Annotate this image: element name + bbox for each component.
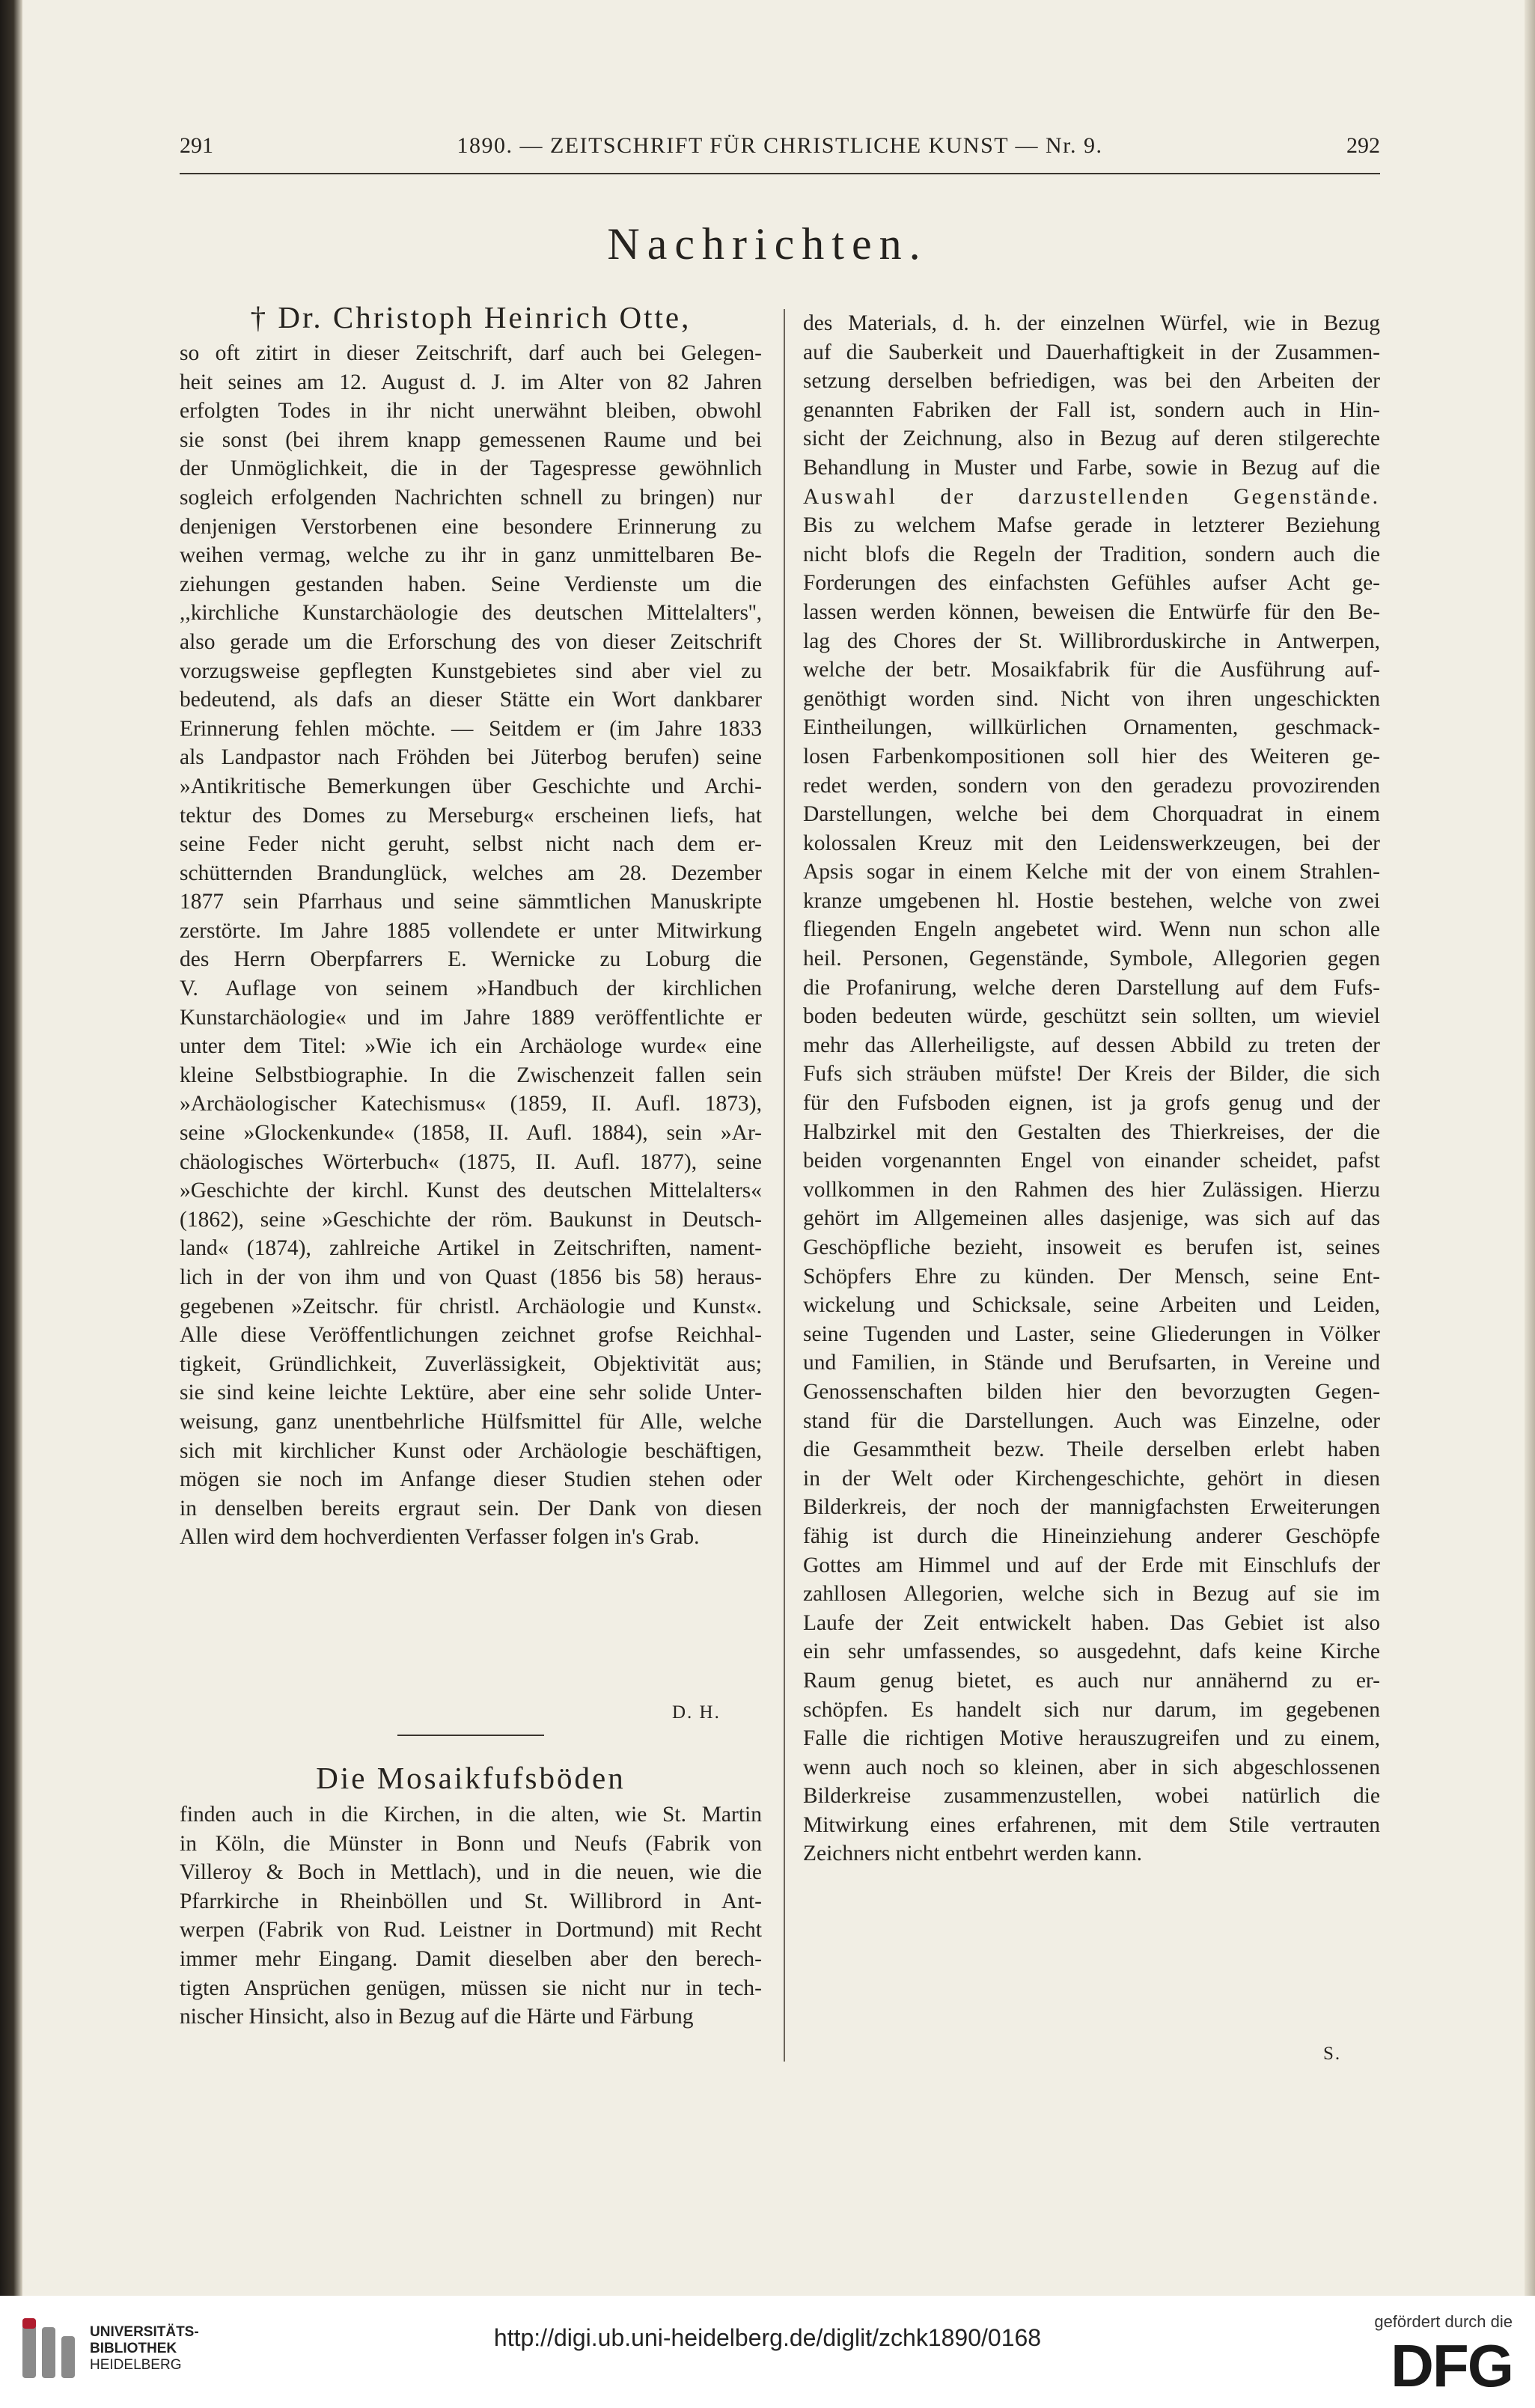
- mosaic-right-line: Geschöpfliche bezieht, insoweit es berufen ist, seines: [803, 1235, 1380, 1259]
- mosaic-right-line: Bilderkreise zusammenzustellen, wobei natürlich die: [803, 1784, 1380, 1809]
- mosaic-right-line: Mitwirkung eines erfahrenen, mit dem Stile vertrauten: [803, 1812, 1380, 1837]
- right-column: [803, 309, 1380, 1868]
- mosaic-right-line: und Familien, in Stände und Berufsarten, in Vereine und: [803, 1351, 1380, 1375]
- obituary-line: als Landpastor nach Fröhden bei Jüterbog berufen) seine: [180, 745, 762, 770]
- obituary-line: »Archäologischer Katechismus« (1859, II. Aufl. 1873),: [180, 1092, 762, 1116]
- mosaic-right-line: losen Farbenkompositionen soll hier des Weiteren ge-: [803, 744, 1380, 768]
- mosaic-right-line: Darstellungen, welche bei dem Chorquadrat in einem: [803, 802, 1380, 827]
- mosaic-left-line: Pfarrkirche in Rheinböllen und St. Willibrord in Ant-: [180, 1889, 762, 1913]
- obituary-line: tektur des Domes zu Merseburg« erscheinen liefs, hat: [180, 803, 762, 828]
- mosaic-right-line: Bis zu welchem Mafse gerade in letzterer Beziehung: [803, 513, 1380, 538]
- obituary-line: mögen sie noch im Anfange dieser Studien stehen oder: [180, 1467, 762, 1492]
- mosaic-right-line: in der Welt oder Kirchengeschichte, gehört in diesen: [803, 1466, 1380, 1491]
- section-divider-rule: [397, 1735, 544, 1736]
- page-title: Nachrichten.: [607, 219, 928, 269]
- obituary-line: 1877 sein Pfarrhaus und seine sämmtlichen Manuskripte: [180, 890, 762, 914]
- obituary-line: zerstörte. Im Jahre 1885 vollendete er unter Mitwirkung: [180, 918, 762, 943]
- obituary-line: sich mit kirchlicher Kunst oder Archäologie beschäftigen,: [180, 1438, 762, 1463]
- footer-bar: [0, 2296, 1535, 2408]
- obituary-line: des Herrn Oberpfarrers E. Wernicke zu Loburg die: [180, 947, 762, 972]
- mosaic-right-line: des Materials, d. h. der einzelnen Würfel, wie in Bezug: [803, 311, 1380, 335]
- running-header-title: 1890. — ZEITSCHRIFT FÜR CHRISTLICHE KUNST — Nr. 9.: [457, 133, 1103, 158]
- mosaic-right-line: Fufs sich sträuben müfste! Der Kreis der Bilder, die sich: [803, 1062, 1380, 1087]
- mosaic-right-line: Falle die richtigen Motive herauszugreifen und zu einem,: [803, 1726, 1380, 1751]
- library-name-line2: BIBLIOTHEK: [90, 2341, 177, 2356]
- page-binding-edge: [0, 0, 22, 2296]
- obituary-line: Alle diese Veröffentlichungen zeichnet grofse Reichhal-: [180, 1323, 762, 1348]
- mosaic-left-line: tigten Ansprüchen genügen, müssen sie nicht nur in tech-: [180, 1975, 762, 2000]
- mosaic-right-line: Laufe der Zeit entwickelt haben. Das Gebiet ist also: [803, 1610, 1380, 1635]
- obituary-line: heit seines am 12. August d. J. im Alter von 82 Jahren: [180, 370, 762, 394]
- mosaic-left-line: finden auch in die Kirchen, in die alten, wie St. Martin: [180, 1803, 762, 1827]
- mosaic-right-line: nicht blofs die Regeln der Tradition, sondern auch die: [803, 542, 1380, 566]
- obituary-line: Kunstarchäologie« und im Jahre 1889 veröffentlichte er: [180, 1005, 762, 1030]
- mosaic-right-line: seine Tugenden und Laster, seine Gliederungen in Völker: [803, 1321, 1380, 1346]
- dfg-logo: DFG: [1391, 2332, 1513, 2399]
- funding-label: gefördert durch die: [1374, 2312, 1513, 2331]
- mosaic-right-line: Auswahl der darzustellenden Gegenstände.: [803, 484, 1380, 509]
- obituary-line: vorzugsweise gepflegten Kunstgebietes sind aber viel zu: [180, 658, 762, 683]
- obituary-line: weihen vermag, welche zu ihr in ganz unmittelbaren Be-: [180, 543, 762, 568]
- mosaic-right-line: Eintheilungen, willkürlichen Ornamenten, geschmack-: [803, 715, 1380, 740]
- mosaic-right-line: setzung derselben befriedigen, was bei den Arbeiten der: [803, 369, 1380, 394]
- obituary-line: unter dem Titel: »Wie ich ein Archäologe wurde« eine: [180, 1034, 762, 1059]
- mosaic-right-line: gehört im Allgemeinen alles dasjenige, was sich auf das: [803, 1206, 1380, 1231]
- mosaic-right-line: mehr das Allerheiligste, auf dessen Abbild zu treten der: [803, 1033, 1380, 1057]
- mosaic-left-line: werpen (Fabrik von Rud. Leistner in Dortmund) mit Recht: [180, 1918, 762, 1943]
- mosaic-right-line: Behandlung in Muster und Farbe, sowie in Bezug auf die: [803, 455, 1380, 480]
- page-number-right: 292: [1346, 133, 1380, 158]
- mosaic-right-line: stand für die Darstellungen. Auch was Einzelne, oder: [803, 1408, 1380, 1433]
- mosaic-right-line: lassen werden können, beweisen die Entwürfe für den Be-: [803, 599, 1380, 624]
- mosaic-left-line: in Köln, die Münster in Bonn und Neufs (Fabrik von: [180, 1831, 762, 1856]
- column-divider: [784, 309, 785, 2062]
- mosaic-right-line: Genossenschaften bilden hier den bevorzugten Gegen-: [803, 1379, 1380, 1404]
- mosaic-floors-heading: Die Mosaikfufsböden: [316, 1761, 626, 1795]
- mosaic-right-line: heil. Personen, Gegenstände, Symbole, Allegorien gegen: [803, 947, 1380, 971]
- obituary-line: lich in der von ihm und von Quast (1856 bis 58) heraus-: [180, 1265, 762, 1289]
- mosaic-right-line: die Gesammtheit bezw. Theile derselben erlebt haben: [803, 1437, 1380, 1462]
- obituary-line: schütternden Brandunglück, welches am 28. Dezember: [180, 861, 762, 885]
- obituary-line: Allen wird dem hochverdienten Verfasser folgen in's Grab.: [180, 1525, 700, 1550]
- left-column: [180, 339, 762, 1552]
- obituary-line: denjenigen Verstorbenen eine besondere Erinnerung zu: [180, 514, 762, 539]
- mosaic-right-line: boden bedeuten würde, geschützt sein sollten, um wieviel: [803, 1004, 1380, 1029]
- obituary-line: seine Feder nicht geruht, selbst nicht nach dem er-: [180, 832, 762, 857]
- permalink-url[interactable]: http://digi.ub.uni-heidelberg.de/diglit/zchk1890/0168: [493, 2324, 1042, 2351]
- obituary-line: V. Auflage von seinem »Handbuch der kirchlichen: [180, 977, 762, 1001]
- mosaic-right-line: Zeichners nicht entbehrt werden kann.: [803, 1842, 1142, 1866]
- mosaic-right-line: schöpfen. Es handelt sich nur darum, im gegebenen: [803, 1697, 1380, 1722]
- obituary-signature: D. H.: [672, 1702, 721, 1723]
- mosaic-right-line: welche der betr. Mosaikfabrik für die Ausführung auf-: [803, 658, 1380, 682]
- obituary-line: tigkeit, Gründlichkeit, Zuverlässigkeit, Objektivität aus;: [180, 1351, 762, 1376]
- obituary-line: ziehungen gestanden haben. Seine Verdienste um die: [180, 572, 762, 596]
- running-header: [180, 133, 1380, 169]
- mosaic-right-line: fähig ist durch die Hineinziehung anderer Geschöpfe: [803, 1524, 1380, 1548]
- mosaic-right-line: vollkommen in den Rahmen des hier Zulässigen. Hierzu: [803, 1177, 1380, 1202]
- mosaic-right-line: für den Fufsboden eignen, ist ja grofs genug und der: [803, 1091, 1380, 1116]
- obituary-line: erfolgten Todes in ihr nicht unerwähnt bleiben, obwohl: [180, 399, 762, 424]
- obituary-line: der Unmöglichkeit, die in der Tagespresse gewöhnlich: [180, 456, 762, 481]
- obituary-line: bedeutend, als dafs an dieser Stätte ein Wort dankbarer: [180, 688, 762, 712]
- mosaic-right-line: fliegenden Engeln angebetet wird. Wenn nun schon alle: [803, 917, 1380, 942]
- obituary-text: [180, 339, 762, 1552]
- page-right-edge: [1525, 0, 1535, 2296]
- obituary-line: so oft zitirt in dieser Zeitschrift, darf auch bei Gelegen-: [180, 341, 762, 365]
- mosaic-left-line: Villeroy & Boch in Mettlach), und in die neuen, wie die: [180, 1860, 762, 1885]
- library-name-line3: HEIDELBERG: [90, 2357, 182, 2373]
- obituary-heading: † Dr. Christoph Heinrich Otte,: [250, 300, 692, 334]
- library-name-line1: UNIVERSITÄTS-: [90, 2324, 199, 2340]
- header-rule: [180, 173, 1380, 174]
- mosaic-right-line: Halbzirkel mit den Gestalten des Thierkreises, der die: [803, 1119, 1380, 1144]
- mosaic-right-line: beiden vorgenannten Engel von einander scheidet, pafst: [803, 1149, 1380, 1173]
- obituary-line: sogleich erfolgenden Nachrichten schnell zu bringen) nur: [180, 485, 762, 510]
- mosaic-right-line: Schöpfers Ehre zu künden. Der Mensch, seine Ent-: [803, 1264, 1380, 1289]
- obituary-line: in denselben bereits ergraut sein. Der Dank von diesen: [180, 1496, 762, 1521]
- mosaic-right-line: lag des Chores der St. Willibrorduskirche in Antwerpen,: [803, 629, 1380, 653]
- mosaic-article-left-text: [180, 1800, 762, 2032]
- mosaic-right-line: die Profanirung, welche deren Darstellung auf dem Fufs-: [803, 975, 1380, 1000]
- obituary-line: chäologisches Wörterbuch« (1875, II. Aufl. 1877), seine: [180, 1149, 762, 1174]
- obituary-line: seine »Glockenkunde« (1858, II. Aufl. 1884), sein »Ar-: [180, 1121, 762, 1146]
- mosaic-right-line: Gottes am Himmel und auf der Erde mit Einschlufs der: [803, 1553, 1380, 1577]
- mosaic-right-line: redet werden, sondern von den geradezu provozirenden: [803, 773, 1380, 798]
- mosaic-left-line: nischer Hinsicht, also in Bezug auf die Härte und Färbung: [180, 2005, 694, 2029]
- mosaic-right-line: genannten Fabriken der Fall ist, sondern auch in Hin-: [803, 397, 1380, 422]
- obituary-line: (1862), seine »Geschichte der röm. Baukunst in Deutsch-: [180, 1207, 762, 1232]
- obituary-line: Erinnerung fehlen möchte. — Seitdem er (im Jahre 1833: [180, 716, 762, 741]
- mosaic-right-line: Apsis sogar in einem Kelche mit der von einem Strahlen-: [803, 860, 1380, 884]
- mosaic-right-line: ein sehr umfassendes, so ausgedehnt, dafs keine Kirche: [803, 1640, 1380, 1664]
- obituary-line: also gerade um die Erforschung des von dieser Zeitschrift: [180, 629, 762, 654]
- obituary-line: land« (1874), zahlreiche Artikel in Zeitschriften, nament-: [180, 1236, 762, 1261]
- mosaic-right-line: genöthigt worden sind. Nicht von ihren ungeschickten: [803, 686, 1380, 711]
- obituary-line: weisung, ganz unentbehrliche Hülfsmittel für Alle, welche: [180, 1409, 762, 1434]
- mosaic-right-line: Forderungen des einfachsten Gefühles aufser Acht ge-: [803, 571, 1380, 596]
- page-number-left: 291: [180, 133, 213, 158]
- obituary-line: sie sind keine leichte Lektüre, aber eine sehr solide Unter-: [180, 1381, 762, 1405]
- mosaic-right-line: auf die Sauberkeit und Dauerhaftigkeit in der Zusammen-: [803, 340, 1380, 364]
- mosaic-signature: S.: [1323, 2044, 1342, 2064]
- obituary-line: kleine Selbstbiographie. In die Zwischenzeit fallen sein: [180, 1063, 762, 1087]
- obituary-line: ,,kirchliche Kunstarchäologie des deutschen Mittelalters'',: [180, 601, 762, 626]
- mosaic-right-lines: [803, 309, 1380, 1868]
- mosaic-right-line: wenn auch noch so kleinen, aber in sich abgeschlossenen: [803, 1755, 1380, 1779]
- obituary-line: gegebenen »Zeitschr. für christl. Archäologie und Kunst«.: [180, 1294, 762, 1318]
- mosaic-left-lines: [180, 1800, 762, 2032]
- mosaic-right-line: kranze umgebenen hl. Hostie bestehen, welche von zwei: [803, 888, 1380, 913]
- mosaic-right-line: zahllosen Allegorien, welche sich in Bezug auf sie im: [803, 1582, 1380, 1607]
- obituary-line: »Geschichte der kirchl. Kunst des deutschen Mittelalters«: [180, 1179, 762, 1203]
- obituary-line: sie sonst (bei ihrem knapp gemessenen Raume und bei: [180, 427, 762, 452]
- mosaic-right-line: Bilderkreis, der noch der mannigfachsten Erweiterungen: [803, 1495, 1380, 1520]
- mosaic-right-line: wickelung und Schicksale, seine Arbeiten und Leiden,: [803, 1293, 1380, 1318]
- mosaic-right-line: Raum genug bietet, es auch nur annähernd zu er-: [803, 1668, 1380, 1693]
- mosaic-right-line: sicht der Zeichnung, also in Bezug auf deren stilgerechte: [803, 427, 1380, 451]
- obituary-line: »Antikritische Bemerkungen über Geschichte und Archi-: [180, 774, 762, 798]
- mosaic-right-line: kolossalen Kreuz mit den Leidenswerkzeugen, bei der: [803, 831, 1380, 855]
- mosaic-left-line: immer mehr Eingang. Damit dieselben aber den berech-: [180, 1946, 762, 1971]
